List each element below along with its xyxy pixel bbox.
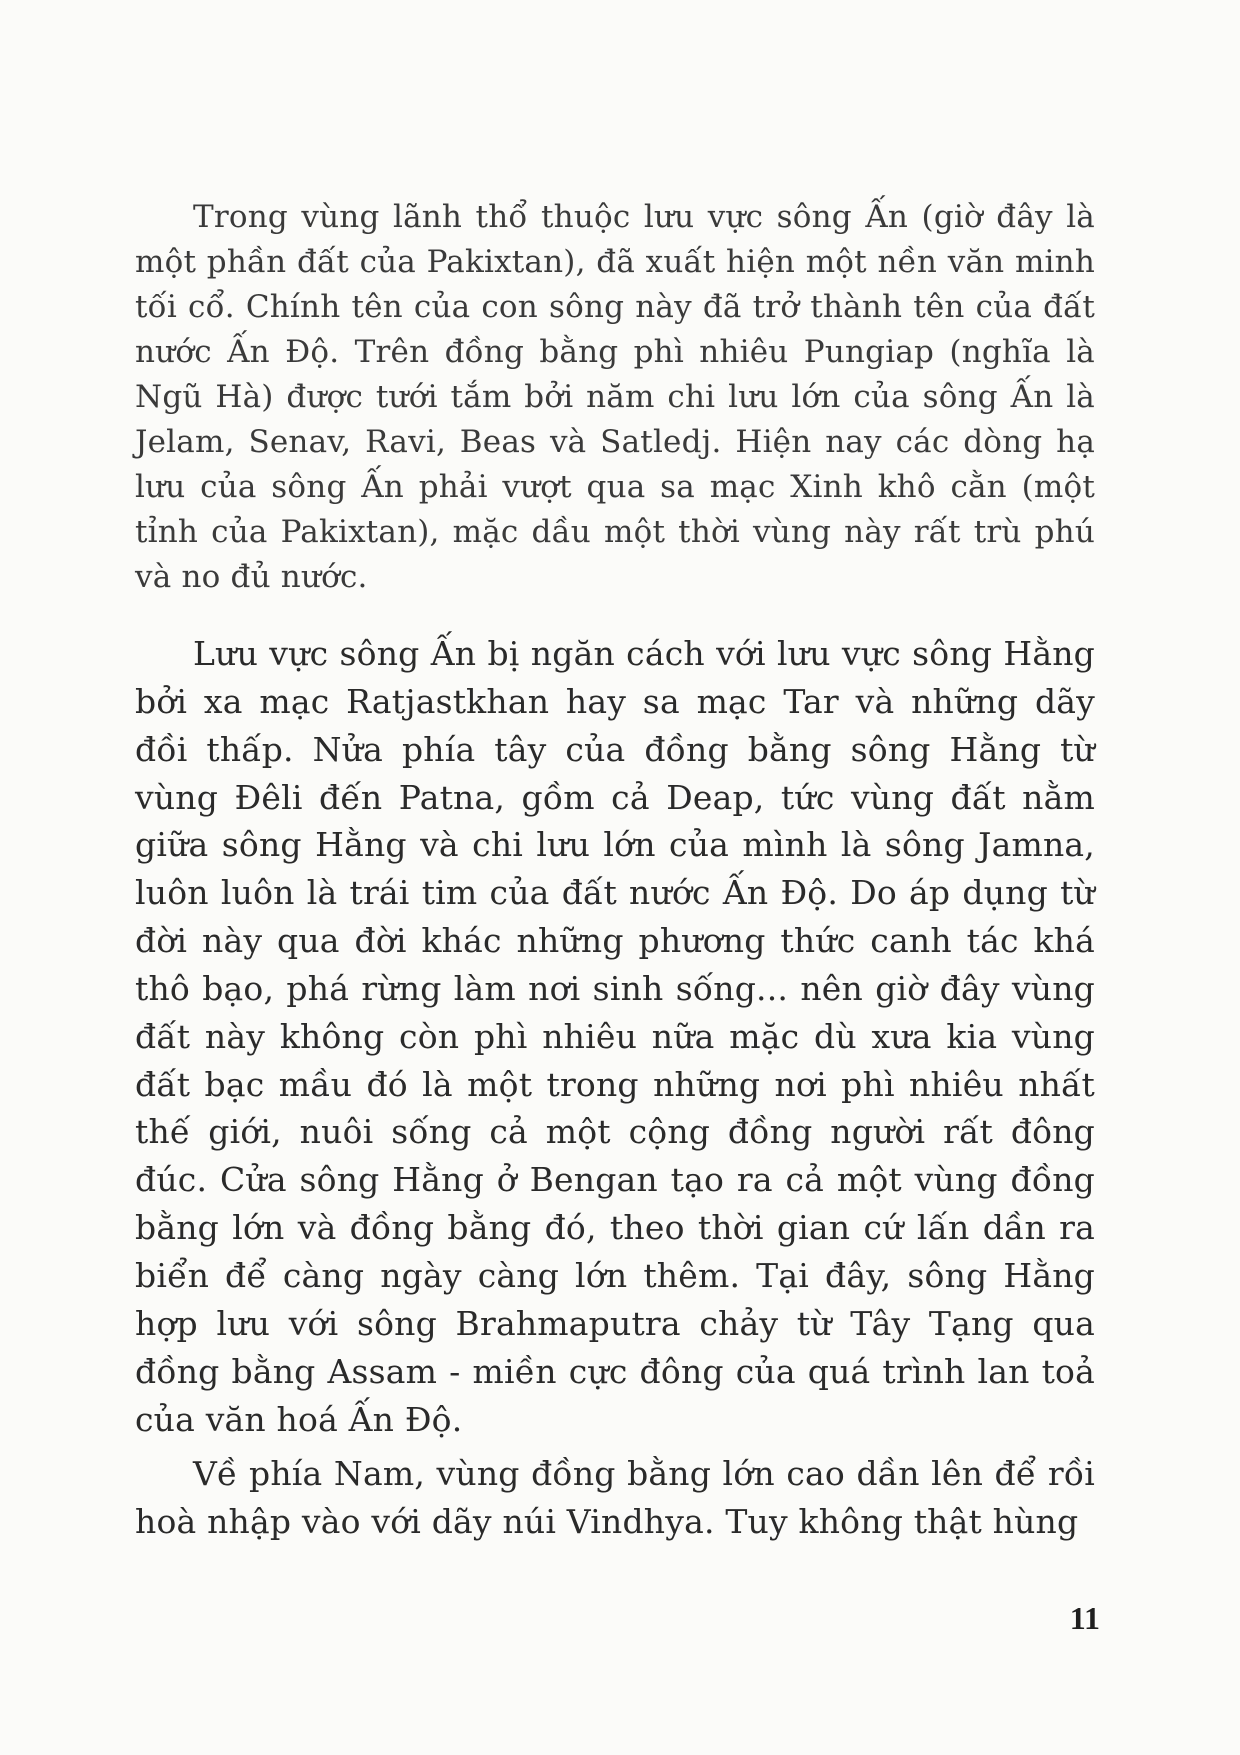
paragraph-text: Về phía Nam, vùng đồng bằng lớn cao dần lên để rồi hoà nhập vào với dãy núi Vindhya. Tuy không thật hùng <box>135 1454 1095 1541</box>
paragraph-2 <box>135 630 1095 1465</box>
paragraph-3 <box>135 1450 1095 1568</box>
paragraph-text: Trong vùng lãnh thổ thuộc lưu vực sông Ấn (giờ đây là một phần đất của Pakixtan), đã xuất hiện một nền văn minh tối cổ. Chính tên của con sông này đã trở thành tên của đất nước Ấn Độ. Trên đồng bằng phì nhiêu Pungiap (nghĩa là Ngũ Hà) được tưới tắm bởi năm chi lưu lớn của sông Ấn là Jelam, Senav, Ravi, Beas và Satledj. Hiện nay các dòng hạ lưu của sông Ấn phải vượt qua sa mạc Xinh khô cằn (một tỉnh của Pakixtan), mặc dầu một thời vùng này rất trù phú và no đủ nước. <box>135 199 1095 595</box>
page-number: 11 <box>1069 1600 1100 1636</box>
paragraph-text: Lưu vực sông Ấn bị ngăn cách với lưu vực sông Hằng bởi xa mạc Ratjastkhan hay sa mạc Tar và những dãy đồi thấp. Nửa phía tây của đồng bằng sông Hằng từ vùng Đêli đến Patna, gồm cả Deap, tức vùng đất nằm giữa sông Hằng và chi lưu lớn của mình là sông Jamna, luôn luôn là trái tim của đất nước Ấn Độ. Do áp dụng từ đời này qua đời khác những phương thức canh tác khá thô bạo, phá rừng làm nơi sinh sống... nên giờ đây vùng đất này không còn phì nhiêu nữa mặc dù xưa kia vùng đất bạc mầu đó là một trong những nơi phì nhiêu nhất thế giới, nuôi sống cả một cộng đồng người rất đông đúc. Cửa sông Hằng ở Bengan tạo ra cả một vùng đồng bằng lớn và đồng bằng đó, theo thời gian cứ lấn dần ra biển để càng ngày càng lớn thêm. Tại đây, sông Hằng hợp lưu với sông Brahmaputra chảy từ Tây Tạng qua đồng bằng Assam - miền cực đông của quá trình lan toả của văn hoá Ấn Độ. <box>135 634 1095 1439</box>
paragraph-1 <box>135 195 1095 621</box>
